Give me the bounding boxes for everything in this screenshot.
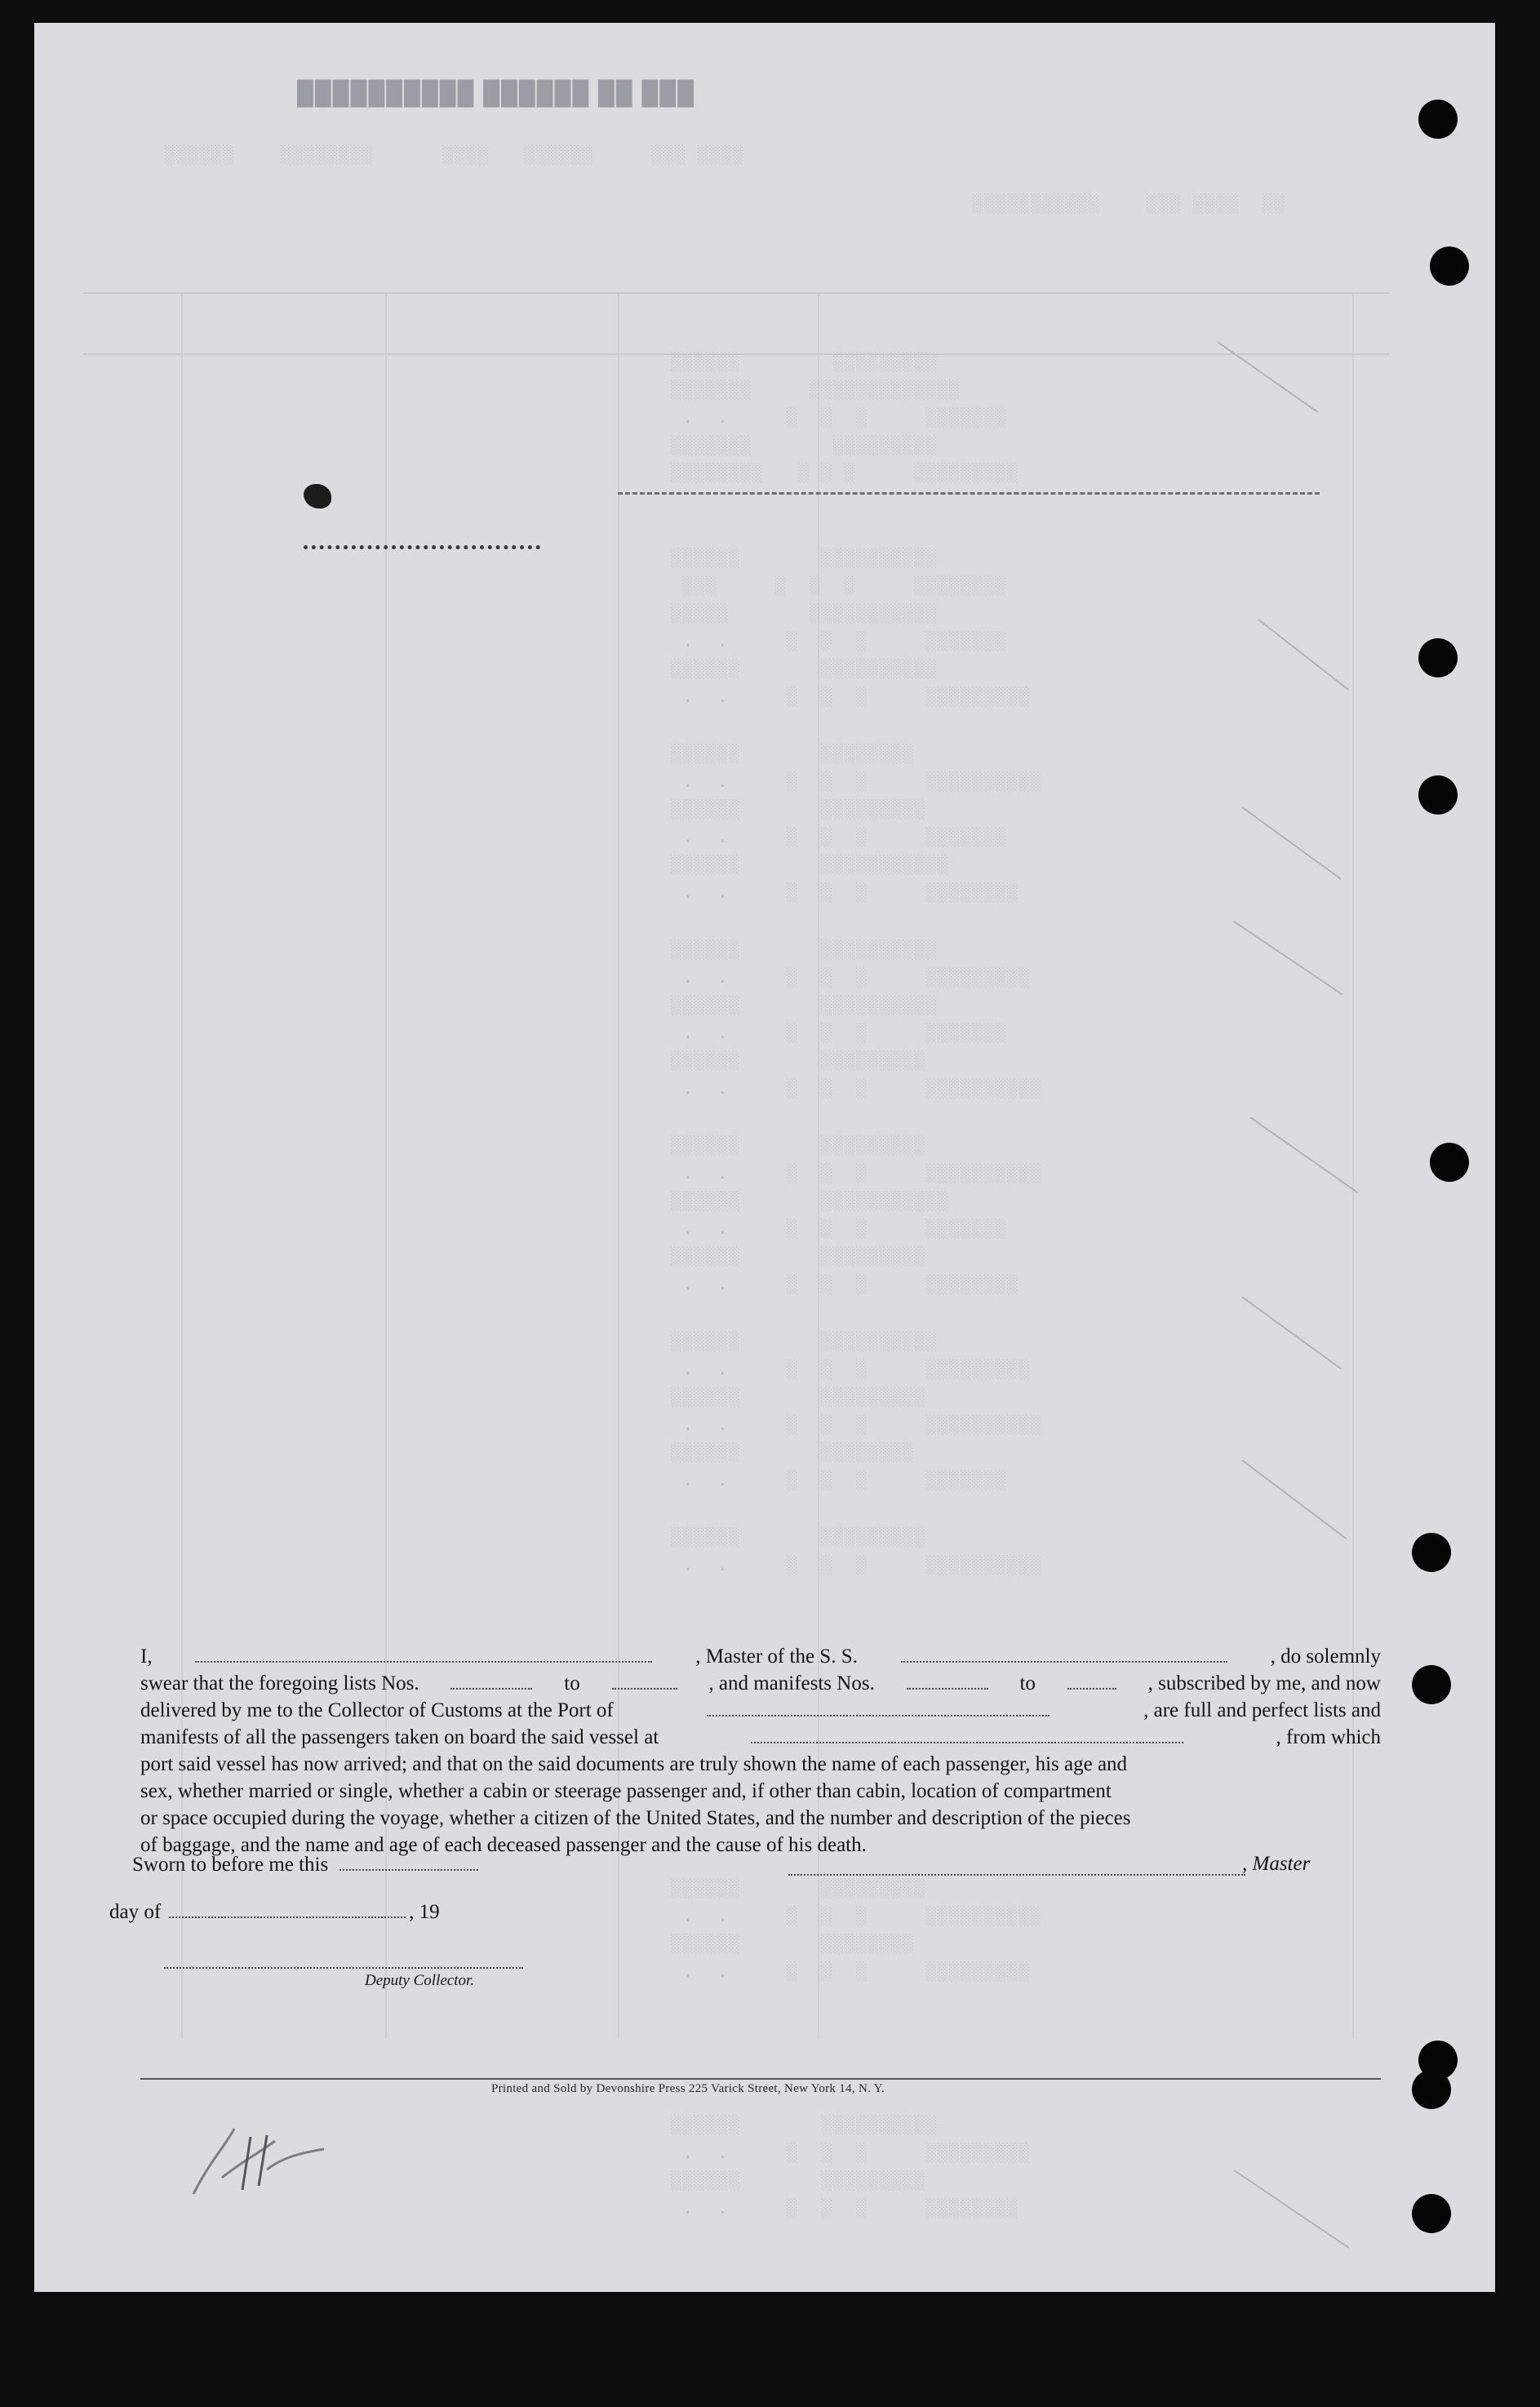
day-of-line (109, 1900, 440, 1924)
master-label: , Master (1242, 1853, 1311, 1875)
oath-line (140, 1724, 1381, 1751)
oath-line (140, 1751, 1381, 1778)
check-stroke (1233, 2169, 1349, 2249)
deputy-collector-label: Deputy Collector. (365, 1972, 475, 1989)
oath-paragraph (140, 1643, 1381, 1859)
punch-hole (1430, 1143, 1469, 1182)
oath-text: , subscribed by me, and now (1147, 1672, 1381, 1694)
check-stroke (1241, 1459, 1347, 1539)
bleed-through-header: ███ ██ ██████ ██████████ (295, 80, 694, 105)
sworn-text: Sworn to before me this (132, 1854, 329, 1876)
sworn-text: day of (109, 1901, 162, 1923)
bleed-through-ship-line: ░░░░░░░░░░░ ░░░ ░░░░ ░░ (973, 194, 1286, 215)
ghost-entry-block: ░░░░░░ ░░░░░░░░░ ░░░░░░░ ░░░░░░░░░░░░░ . . ░ ░ ░ ░░░░░░░ ░░░░░░░ ░░░░░░░░░ ░░░░░░░░ ░ ░ ░ ░░░░░░░░░ (671, 353, 1019, 484)
ghost-entry-block: ░░░░░░ ░░░░░░░░░ . . ░ ░ ░ ░░░░░░░░░░ ░░░░░░ ░░░░░░░░░░░ . . ░ ░ ░ ░░░░░░░ ░░░░░░ ░░░░░░░░░ . . ░ ░ ░ ░░░░░░░░ (671, 1136, 1042, 1295)
ledger-header-rule (83, 292, 1389, 294)
port-of-embarkation-blank (751, 1725, 1183, 1743)
ghost-entry-block: ░░░░░░ ░░░░░░░░░░ . . ░ ░ ░ ░░░░░░░░░ ░░░░░░ ░░░░░░░░░ . . ░ ░ ░ ░░░░░░░░░░ ░░░░░░ ░░░░░░░░ . . ░ ░ ░ ░░░░░░░ (671, 1332, 1042, 1491)
ghost-entry-block: ░░░░░░ ░░░░░░░░░ . . ░ ░ ░ ░░░░░░░░░░ ░░░░░░ ░░░░░░░░ . . ░ ░ ░ ░░░░░░░░░ (671, 1879, 1042, 1983)
punch-hole (1418, 100, 1458, 139)
sworn-label (132, 1853, 482, 1876)
handwritten-signature-mark (185, 2112, 348, 2210)
ghost-entry-block: ░░░░░░ ░░░░░░░░░░ ░░░ ░ ░ ░ ░░░░░░░░ ░░░░░ ░░░░░░░░░░░ . . ░ ░ ░ ░░░░░░░ ░░░░░░ ░░░░░░░░░░ . . ░ ░ ░ ░░░░░░░░░ (671, 548, 1031, 708)
oath-line (140, 1805, 1381, 1832)
punch-hole (1412, 1665, 1451, 1704)
footer-rule (140, 2078, 1381, 2080)
punch-hole (1412, 2194, 1451, 2233)
master-name-blank (195, 1645, 652, 1663)
oath-line (140, 1643, 1381, 1670)
ghost-entry-block: ░░░░░░ ░░░░░░░░░ . . ░ ░ ░ ░░░░░░░░░░ (671, 1528, 1042, 1576)
vessel-name-blank (901, 1645, 1227, 1663)
oath-text: I, (140, 1645, 153, 1668)
check-stroke (1258, 619, 1349, 691)
manifest-no-to-blank (1067, 1672, 1116, 1690)
ink-blot (304, 484, 331, 508)
oath-line (140, 1778, 1381, 1805)
list-no-to-blank (612, 1672, 677, 1690)
oath-line (140, 1697, 1381, 1724)
oath-text: swear that the foregoing lists Nos. (140, 1672, 419, 1694)
printer-credit: Printed and Sold by Devonshire Press 225 Varick Street, New York 14, N. Y. (491, 2082, 885, 2095)
oath-text: , Master of the S. S. (695, 1645, 858, 1668)
ghost-entry-block: ░░░░░░ ░░░░░░░░ . . ░ ░ ░ ░░░░░░░░░░ ░░░░░░ ░░░░░░░░░ . . ░ ░ ░ ░░░░░░░ ░░░░░░ ░░░░░░░░░░░ . . ░ ░ ░ ░░░░░░░░ (671, 744, 1042, 904)
master-signature-blank (788, 1858, 1245, 1876)
oath-text: sex, whether married or single, whether a cabin or steerage passenger and, if other than cabin, location of compartment (140, 1780, 1112, 1802)
ghost-entry-block: ░░░░░░ ░░░░░░░░░░ . . ░ ░ ░ ░░░░░░░░░ ░░░░░░ ░░░░░░░░░ . . ░ ░ ░ ░░░░░░░░ (671, 2116, 1031, 2219)
bleed-through-subheader: ░░░░░░ ░░░░░░░░ ░░░░ ░░░░░░ ░░░ ░░░░ (165, 145, 745, 166)
oath-text: , from which (1276, 1726, 1381, 1748)
oath-text: to (564, 1672, 580, 1694)
oath-text: , and manifests Nos. (708, 1672, 875, 1694)
check-stroke (1249, 1117, 1357, 1192)
sworn-day-blank (340, 1853, 478, 1871)
deputy-signature-blank (164, 1951, 523, 1969)
list-no-from-blank (450, 1672, 532, 1690)
sworn-text: , 19 (409, 1901, 440, 1923)
port-blank (707, 1699, 1050, 1716)
check-stroke (1233, 921, 1343, 995)
check-stroke (1217, 341, 1318, 413)
month-blank (169, 1900, 406, 1918)
punch-hole (1430, 246, 1469, 286)
check-stroke (1241, 1296, 1342, 1370)
punch-hole (1412, 1533, 1451, 1572)
dotted-leader (304, 545, 540, 549)
oath-text: , are full and perfect lists and (1143, 1699, 1381, 1721)
ghost-entry-block: ░░░░░░ ░░░░░░░░░░ . . ░ ░ ░ ░░░░░░░░░ ░░░░░░ ░░░░░░░░░░ . . ░ ░ ░ ░░░░░░░ ░░░░░░ ░░░░░░░░░ . . ░ ░ ░ ░░░░░░░░░░ (671, 940, 1042, 1099)
dashed-separator (618, 492, 1320, 495)
oath-text: delivered by me to the Collector of Customs at the Port of (140, 1699, 614, 1721)
oath-text: of baggage, and the name and age of each deceased passenger and the cause of his death. (140, 1834, 867, 1856)
oath-text: to (1019, 1672, 1036, 1694)
oath-line (140, 1670, 1381, 1697)
oath-text: manifests of all the passengers taken on board the said vessel at (140, 1726, 659, 1748)
check-stroke (1241, 806, 1342, 880)
manifest-no-from-blank (907, 1672, 988, 1690)
punch-hole (1412, 2070, 1451, 2109)
punch-hole (1418, 775, 1458, 815)
manifest-sheet (34, 23, 1495, 2292)
oath-text: , do solemnly (1270, 1645, 1381, 1668)
punch-hole (1418, 638, 1458, 677)
oath-text: port said vessel has now arrived; and that on the said documents are truly shown the name of each passenger, his age and (140, 1753, 1128, 1775)
oath-text: or space occupied during the voyage, whether a citizen of the United States, and the number and description of the pieces (140, 1807, 1131, 1829)
